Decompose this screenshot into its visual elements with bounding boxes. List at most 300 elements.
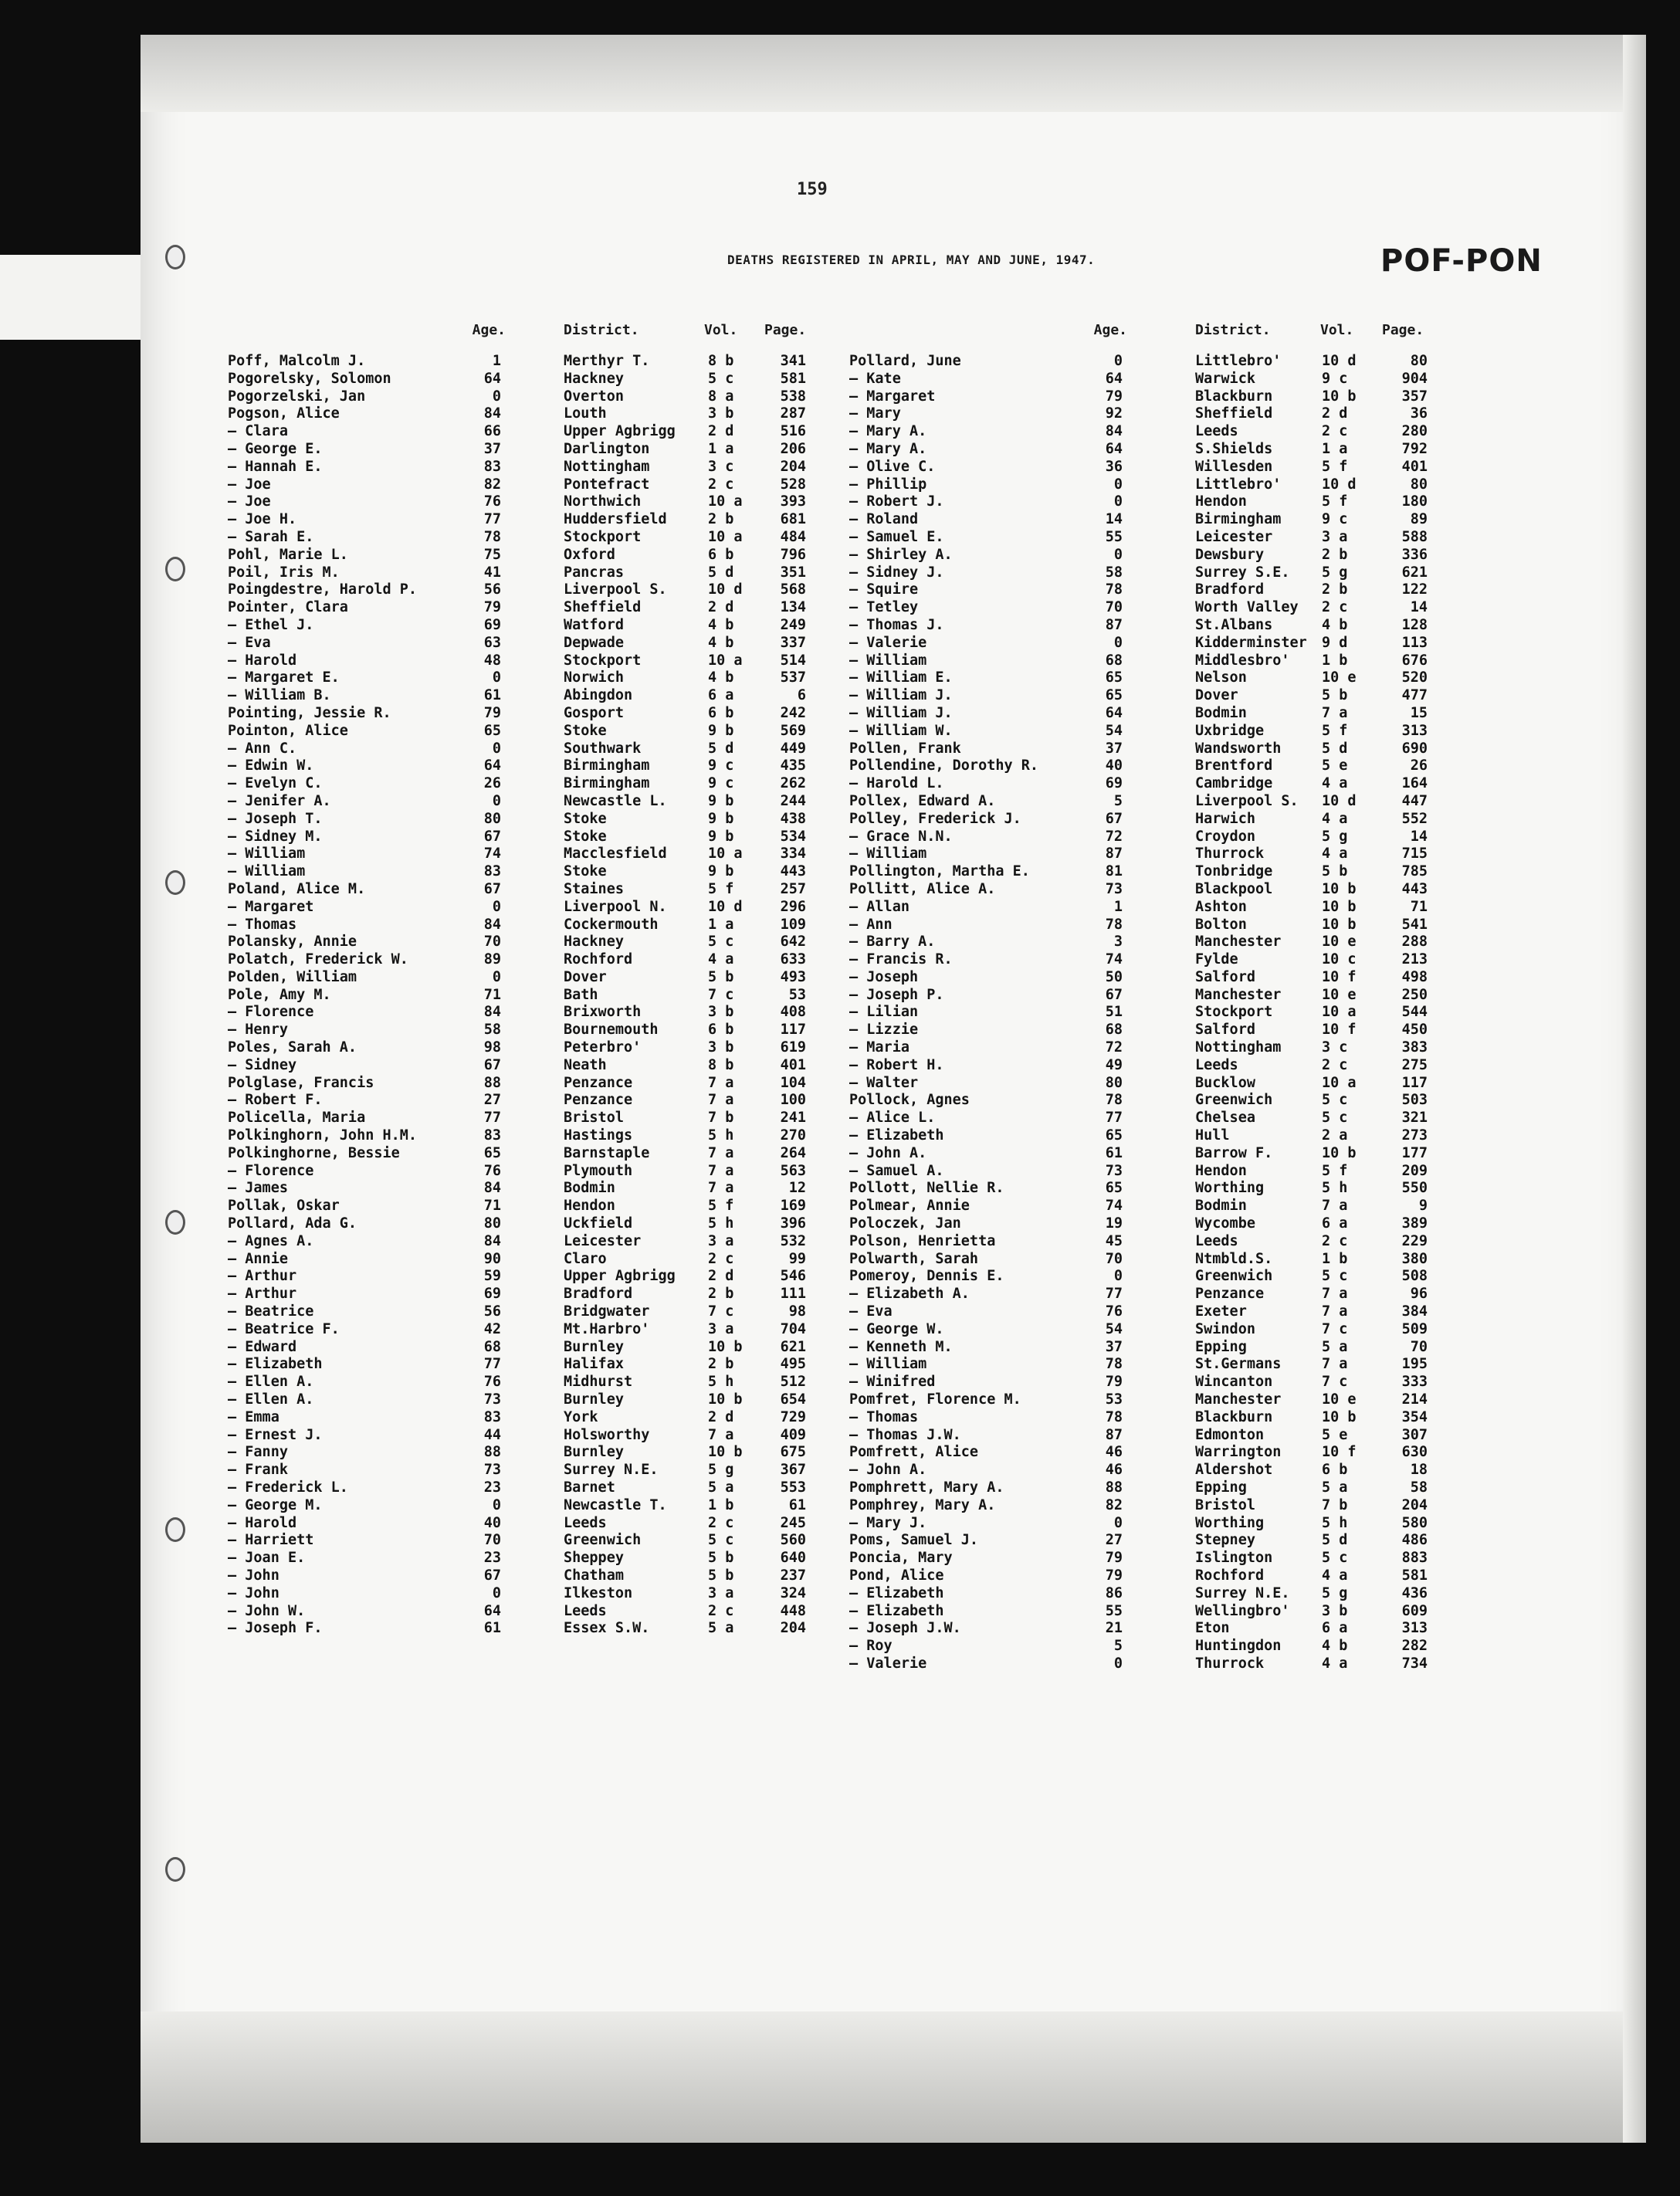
- entry-name: — John: [228, 1567, 279, 1584]
- entry-district: Hull: [1195, 1127, 1230, 1144]
- entry-volume: 5 h: [1322, 1514, 1348, 1531]
- entry-district: S.Shields: [1195, 440, 1273, 457]
- entry-district: Bodmin: [1195, 1198, 1247, 1215]
- entry-name: — Alice L.: [849, 1110, 936, 1127]
- register-entry: [228, 1215, 815, 1233]
- entry-age: 64: [1105, 370, 1123, 387]
- entry-name: — Henry: [228, 1022, 288, 1039]
- entry-volume: 5 a: [708, 1620, 734, 1637]
- entry-volume: 7 c: [708, 986, 734, 1003]
- entry-age: 42: [483, 1320, 501, 1337]
- entry-volume: 5 h: [1322, 1180, 1348, 1197]
- register-entry: [849, 476, 1436, 494]
- entry-page: 704: [780, 1320, 806, 1337]
- register-entry: [849, 899, 1436, 917]
- entry-age: 0: [492, 898, 501, 915]
- entry-age: 5: [1113, 792, 1123, 809]
- entry-volume: 3 a: [708, 1320, 734, 1337]
- entry-age: 0: [492, 740, 501, 757]
- entry-volume: 5 g: [1322, 828, 1348, 845]
- entry-name: — Ann C.: [228, 740, 297, 757]
- entry-age: 87: [1105, 846, 1123, 862]
- entry-name: — Roland: [849, 511, 919, 528]
- entry-name: — Winifred: [849, 1374, 936, 1391]
- entry-age: 73: [483, 1391, 501, 1408]
- entry-name: — Frank: [228, 1462, 288, 1479]
- entry-name: Pogorzelski, Jan: [228, 388, 366, 405]
- entry-district: Leeds: [564, 1602, 607, 1619]
- entry-district: Brentford: [1195, 757, 1273, 774]
- entry-page: 334: [780, 846, 806, 862]
- entry-age: 69: [1105, 775, 1123, 792]
- entry-name: Polson, Henrietta: [849, 1232, 996, 1249]
- register-entry: [849, 635, 1436, 652]
- register-entry: [849, 1497, 1436, 1515]
- entry-volume: 3 b: [708, 1004, 734, 1021]
- entry-name: Poland, Alice M.: [228, 880, 366, 897]
- entry-volume: 10 d: [1322, 353, 1357, 369]
- entry-page: 264: [780, 1144, 806, 1161]
- entry-page: 449: [780, 740, 806, 757]
- register-entry: [228, 1286, 815, 1303]
- entry-page: 630: [1401, 1444, 1428, 1461]
- register-entry: [849, 371, 1436, 388]
- register-entry: [849, 723, 1436, 740]
- entry-volume: 2 b: [1322, 546, 1348, 563]
- entry-name: — Mary A.: [849, 423, 927, 440]
- entry-page: 550: [1401, 1180, 1428, 1197]
- entry-volume: 7 a: [1322, 1198, 1348, 1215]
- entry-volume: 6 a: [708, 687, 734, 704]
- register-entry: [228, 652, 815, 670]
- entry-age: 70: [1105, 1250, 1123, 1267]
- entry-page: 70: [1410, 1338, 1428, 1355]
- register-entry: [228, 1127, 815, 1145]
- entry-volume: 2 d: [708, 1268, 734, 1285]
- register-entry: [228, 917, 815, 934]
- register-entry: [849, 581, 1436, 599]
- entry-district: Birmingham: [564, 757, 650, 774]
- register-entry: [849, 740, 1436, 758]
- entry-name: — Harriett: [228, 1532, 314, 1549]
- header-age: Age.: [1093, 322, 1127, 338]
- entry-volume: 7 a: [1322, 704, 1348, 721]
- entry-district: Louth: [564, 405, 607, 422]
- entry-name: — Kate: [849, 370, 901, 387]
- entry-volume: 9 c: [1322, 370, 1348, 387]
- entry-district: Cambridge: [1195, 775, 1273, 792]
- entry-age: 37: [1105, 740, 1123, 757]
- entry-name: — Maria: [849, 1039, 909, 1056]
- entry-name: — Thomas J.: [849, 616, 944, 633]
- scan-shadow-bottom: [141, 2011, 1646, 2143]
- entry-page: 321: [1401, 1110, 1428, 1127]
- register-entry: [849, 547, 1436, 564]
- entry-district: Leeds: [1195, 423, 1238, 440]
- left-entries-column: [228, 353, 815, 1638]
- register-entry: [849, 1655, 1436, 1673]
- header-district: District.: [564, 322, 639, 338]
- entry-name: — George E.: [228, 440, 323, 457]
- entry-page: 100: [780, 1092, 806, 1109]
- entry-page: 484: [780, 528, 806, 545]
- entry-age: 74: [1105, 1198, 1123, 1215]
- register-entry: [228, 969, 815, 987]
- entry-district: Thurrock: [1195, 846, 1265, 862]
- entry-district: Stoke: [564, 722, 607, 739]
- entry-name: — Jenifer A.: [228, 792, 331, 809]
- register-entry: [849, 1127, 1436, 1145]
- entry-volume: 5 g: [1322, 564, 1348, 581]
- entry-age: 73: [1105, 1162, 1123, 1179]
- register-entry: [228, 423, 815, 441]
- entry-name: — Lizzie: [849, 1022, 919, 1039]
- header-vol: Vol.: [1320, 322, 1354, 338]
- register-entry: [849, 1163, 1436, 1181]
- entry-age: 65: [483, 1144, 501, 1161]
- register-entry: [228, 987, 815, 1005]
- entry-age: 54: [1105, 1320, 1123, 1337]
- entry-page: 257: [780, 880, 806, 897]
- entry-district: Greenwich: [1195, 1092, 1273, 1109]
- register-entry: [228, 1515, 815, 1533]
- entry-district: Salford: [1195, 1022, 1255, 1039]
- entry-page: 333: [1401, 1374, 1428, 1391]
- entry-age: 51: [1105, 1004, 1123, 1021]
- entry-volume: 2 d: [1322, 405, 1348, 422]
- entry-volume: 5 c: [708, 934, 734, 951]
- entry-name: Polley, Frederick J.: [849, 810, 1021, 827]
- entry-district: Islington: [1195, 1550, 1273, 1567]
- entry-page: 560: [780, 1532, 806, 1549]
- entry-age: 76: [483, 1374, 501, 1391]
- entry-district: Dover: [564, 968, 607, 985]
- entry-name: — George W.: [849, 1320, 944, 1337]
- entry-age: 77: [483, 1110, 501, 1127]
- entry-age: 79: [1105, 1550, 1123, 1567]
- register-entry: [849, 1444, 1436, 1462]
- entry-age: 80: [483, 810, 501, 827]
- entry-page: 486: [1401, 1532, 1428, 1549]
- entry-age: 77: [1105, 1286, 1123, 1303]
- entry-page: 351: [780, 564, 806, 581]
- entry-district: Halifax: [564, 1356, 624, 1373]
- entry-page: 195: [1401, 1356, 1428, 1373]
- entry-age: 79: [1105, 1567, 1123, 1584]
- entry-volume: 1 b: [1322, 1250, 1348, 1267]
- entry-page: 514: [780, 652, 806, 669]
- entry-district: Manchester: [1195, 1391, 1282, 1408]
- entry-age: 84: [483, 1004, 501, 1021]
- entry-age: 0: [1113, 476, 1123, 493]
- register-entry: [849, 1268, 1436, 1286]
- entry-page: 241: [780, 1110, 806, 1127]
- entry-name: — John A.: [849, 1144, 927, 1161]
- entry-volume: 7 c: [708, 1303, 734, 1320]
- entry-district: Leeds: [1195, 1056, 1238, 1073]
- entry-district: Penzance: [564, 1074, 633, 1091]
- entry-volume: 6 b: [708, 704, 734, 721]
- entry-page: 245: [780, 1514, 806, 1531]
- entry-district: Liverpool S.: [1195, 792, 1299, 809]
- entry-name: Polwarth, Sarah: [849, 1250, 979, 1267]
- entry-district: Birmingham: [564, 775, 650, 792]
- header-page: Page.: [764, 322, 807, 338]
- entry-page: 450: [1401, 1022, 1428, 1039]
- entry-name: — William: [849, 652, 927, 669]
- entry-age: 55: [1105, 528, 1123, 545]
- entry-volume: 5 h: [708, 1127, 734, 1144]
- entry-district: Hendon: [1195, 493, 1247, 510]
- register-entry: [849, 1585, 1436, 1603]
- scanner-edge-strip: [0, 255, 143, 340]
- punch-hole: [165, 557, 185, 581]
- entry-age: 67: [483, 1567, 501, 1584]
- entry-volume: 9 b: [708, 722, 734, 739]
- entry-age: 77: [1105, 1110, 1123, 1127]
- register-entry: [228, 1022, 815, 1039]
- entry-name: Polglase, Francis: [228, 1074, 374, 1091]
- header-page: Page.: [1382, 322, 1424, 338]
- entry-name: — Frederick L.: [228, 1479, 348, 1496]
- entry-name: — Joe H.: [228, 511, 297, 528]
- entry-name: — Allan: [849, 898, 909, 915]
- entry-page: 443: [1401, 880, 1428, 897]
- entry-volume: 1 b: [1322, 652, 1348, 669]
- register-entry: [849, 757, 1436, 775]
- entry-district: Penzance: [1195, 1286, 1265, 1303]
- entry-volume: 10 e: [1322, 669, 1357, 686]
- entry-district: Epping: [1195, 1479, 1247, 1496]
- entry-name: — Fanny: [228, 1444, 288, 1461]
- entry-page: 883: [1401, 1550, 1428, 1567]
- entry-page: 443: [780, 863, 806, 880]
- entry-age: 78: [1105, 1092, 1123, 1109]
- entry-name: — William W.: [849, 722, 953, 739]
- entry-name: — Mary A.: [849, 440, 927, 457]
- register-entry: [228, 775, 815, 793]
- register-entry: [849, 1303, 1436, 1321]
- entry-page: 785: [1401, 863, 1428, 880]
- entry-page: 324: [780, 1584, 806, 1601]
- entry-name: — Margaret E.: [228, 669, 340, 686]
- register-entry: [228, 1110, 815, 1127]
- entry-age: 78: [1105, 1356, 1123, 1373]
- entry-page: 495: [780, 1356, 806, 1373]
- entry-district: Bridgwater: [564, 1303, 650, 1320]
- entry-district: Bolton: [1195, 916, 1247, 933]
- entry-name: — Elizabeth: [849, 1584, 944, 1601]
- entry-page: 640: [780, 1550, 806, 1567]
- entry-page: 904: [1401, 370, 1428, 387]
- entry-age: 58: [483, 1022, 501, 1039]
- entry-page: 546: [780, 1268, 806, 1285]
- entry-district: Fylde: [1195, 951, 1238, 968]
- register-entry: [228, 1409, 815, 1427]
- entry-volume: 10 d: [708, 898, 743, 915]
- entry-page: 61: [788, 1496, 806, 1513]
- entry-district: Newcastle T.: [564, 1496, 667, 1513]
- entry-volume: 7 a: [1322, 1356, 1348, 1373]
- entry-name: — Arthur: [228, 1268, 297, 1285]
- entry-age: 84: [483, 1180, 501, 1197]
- register-entry: [228, 1374, 815, 1391]
- entry-age: 88: [1105, 1479, 1123, 1496]
- register-entry: [849, 951, 1436, 969]
- entry-volume: 2 d: [708, 599, 734, 616]
- entry-district: Nelson: [1195, 669, 1247, 686]
- register-entry: [849, 564, 1436, 582]
- entry-page: 538: [780, 388, 806, 405]
- register-entry: [228, 1303, 815, 1321]
- entry-name: — William: [849, 1356, 927, 1373]
- register-entry: [849, 1603, 1436, 1621]
- entry-volume: 7 a: [708, 1092, 734, 1109]
- register-entry: [228, 371, 815, 388]
- entry-name: — Harold: [228, 1514, 297, 1531]
- entry-page: 280: [1401, 423, 1428, 440]
- punch-hole: [165, 870, 185, 895]
- entry-name: — Beatrice F.: [228, 1320, 340, 1337]
- register-entry: [228, 1321, 815, 1339]
- entry-name: Pollak, Oskar: [228, 1198, 340, 1215]
- register-entry: [849, 1532, 1436, 1550]
- entry-volume: 6 b: [1322, 1462, 1348, 1479]
- entry-volume: 10 d: [1322, 476, 1357, 493]
- entry-name: — William J.: [849, 704, 953, 721]
- entry-district: Dover: [1195, 687, 1238, 704]
- entry-age: 69: [483, 1286, 501, 1303]
- entry-volume: 1 a: [708, 916, 734, 933]
- entry-page: 296: [780, 898, 806, 915]
- entry-name: — Eva: [849, 1303, 892, 1320]
- entry-age: 61: [483, 687, 501, 704]
- entry-age: 19: [1105, 1215, 1123, 1232]
- register-entry: [849, 1620, 1436, 1638]
- entry-district: Stepney: [1195, 1532, 1255, 1549]
- entry-district: Blackpool: [1195, 880, 1273, 897]
- entry-name: Poncia, Mary: [849, 1550, 953, 1567]
- entry-volume: 3 a: [708, 1584, 734, 1601]
- entry-name: Polkinghorne, Bessie: [228, 1144, 400, 1161]
- entry-name: Polkinghorn, John H.M.: [228, 1127, 418, 1144]
- entry-volume: 4 a: [708, 951, 734, 968]
- register-entry: [849, 1321, 1436, 1339]
- entry-page: 117: [780, 1022, 806, 1039]
- entry-district: Hendon: [1195, 1162, 1247, 1179]
- entry-volume: 9 c: [708, 757, 734, 774]
- entry-page: 357: [1401, 388, 1428, 405]
- entry-age: 67: [1105, 986, 1123, 1003]
- register-entry: [228, 1004, 815, 1022]
- entry-age: 0: [492, 1496, 501, 1513]
- entry-page: 9: [1418, 1198, 1428, 1215]
- entry-age: 84: [1105, 423, 1123, 440]
- entry-page: 214: [1401, 1391, 1428, 1408]
- register-entry: [228, 547, 815, 564]
- register-entry: [849, 599, 1436, 617]
- entry-page: 15: [1410, 704, 1428, 721]
- entry-volume: 10 b: [708, 1391, 743, 1408]
- scan-shadow-top: [141, 35, 1646, 112]
- entry-volume: 5 c: [708, 1532, 734, 1549]
- entry-age: 64: [483, 1602, 501, 1619]
- entry-page: 14: [1410, 828, 1428, 845]
- entry-age: 90: [483, 1250, 501, 1267]
- register-entry: [849, 529, 1436, 547]
- entry-page: 380: [1401, 1250, 1428, 1267]
- entry-page: 275: [1401, 1056, 1428, 1073]
- register-entry: [849, 969, 1436, 987]
- entry-age: 5: [1113, 1638, 1123, 1655]
- entry-page: 621: [780, 1338, 806, 1355]
- entry-age: 78: [1105, 1408, 1123, 1425]
- register-entry: [228, 617, 815, 635]
- entry-name: — Thomas: [228, 916, 297, 933]
- entry-page: 676: [1401, 652, 1428, 669]
- entry-age: 66: [483, 423, 501, 440]
- entry-name: Pomfret, Florence M.: [849, 1391, 1021, 1408]
- entry-volume: 9 b: [708, 792, 734, 809]
- entry-page: 213: [1401, 951, 1428, 968]
- register-entry: [228, 863, 815, 881]
- entry-age: 92: [1105, 405, 1123, 422]
- entry-page: 237: [780, 1567, 806, 1584]
- entry-age: 71: [483, 986, 501, 1003]
- entry-name: — Robert H.: [849, 1056, 944, 1073]
- register-entry: [849, 1515, 1436, 1533]
- entry-age: 83: [483, 1408, 501, 1425]
- entry-district: Gosport: [564, 704, 624, 721]
- register-entry: [228, 723, 815, 740]
- register-entry: [849, 405, 1436, 423]
- entry-page: 282: [1401, 1638, 1428, 1655]
- register-entry: [849, 1004, 1436, 1022]
- register-heading: DEATHS REGISTERED IN APRIL, MAY AND JUNE, 1947.: [727, 252, 1096, 267]
- entry-district: Penzance: [564, 1092, 633, 1109]
- entry-page: 273: [1401, 1127, 1428, 1144]
- entry-age: 75: [483, 546, 501, 563]
- entry-district: Leeds: [1195, 1232, 1238, 1249]
- header-district: District.: [1195, 322, 1271, 338]
- right-entries-column: [849, 353, 1436, 1673]
- register-entry: [228, 793, 815, 811]
- entry-age: 0: [492, 968, 501, 985]
- entry-name: — Ethel J.: [228, 616, 314, 633]
- entry-volume: 10 b: [1322, 898, 1357, 915]
- entry-age: 55: [1105, 1602, 1123, 1619]
- entry-volume: 5 b: [1322, 863, 1348, 880]
- entry-name: Pomphrey, Mary A.: [849, 1496, 996, 1513]
- entry-age: 0: [1113, 353, 1123, 369]
- entry-page: 288: [1401, 934, 1428, 951]
- entry-page: 204: [780, 458, 806, 475]
- register-entry: [228, 1198, 815, 1215]
- entry-page: 249: [780, 616, 806, 633]
- entry-volume: 10 b: [1322, 916, 1357, 933]
- entry-district: Willesden: [1195, 458, 1273, 475]
- entry-name: — Elizabeth: [228, 1356, 323, 1373]
- entry-district: Northwich: [564, 493, 642, 510]
- entry-name: — Kenneth M.: [849, 1338, 953, 1355]
- entry-name: — Valerie: [849, 1655, 927, 1672]
- entry-name: — Florence: [228, 1162, 314, 1179]
- entry-name: — William J.: [849, 687, 953, 704]
- register-entry: [228, 669, 815, 687]
- entry-age: 61: [483, 1620, 501, 1637]
- entry-page: 448: [780, 1602, 806, 1619]
- entry-age: 56: [483, 1303, 501, 1320]
